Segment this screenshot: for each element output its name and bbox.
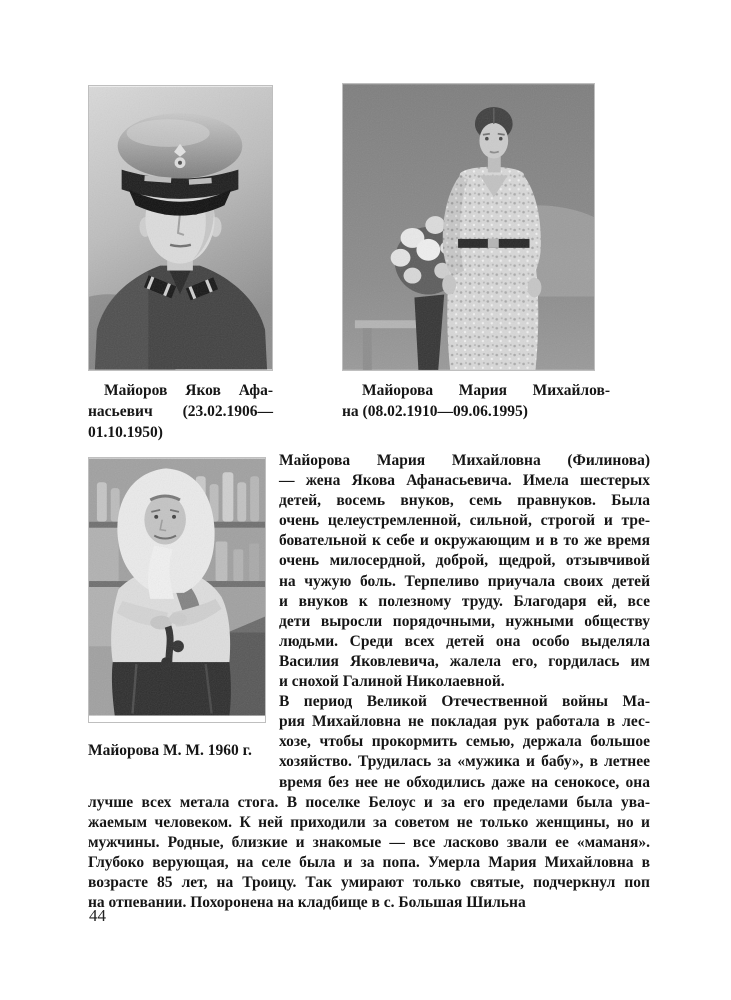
text-line: и снохой Галиной Николаевной. (279, 673, 505, 691)
text-line: лучше всех метала стога. В поселке Белоус и за его пределами была ува- (88, 793, 650, 811)
text-line: на чужую боль. Терпеливо приучала своих детей (279, 572, 650, 590)
text-line: хозяйство. Трудилась за «мужика и бабу», в летнее (279, 753, 650, 771)
text-line: насьевич (23.02.1906— (88, 403, 273, 420)
text-line: очень целеустремленной, сильной, строгой и тре- (279, 512, 650, 530)
text-line: Майорова Мария Михайлов- (362, 382, 610, 399)
text-line: на (08.02.1910—09.06.1995) (342, 403, 528, 420)
text-line: рия Михайловна не покладая рук работала в лес- (279, 713, 650, 731)
text-line: детей, восемь внуков, семь правнуков. Была (279, 492, 650, 510)
caption-yakov (88, 380, 273, 443)
text-line: и внуков к полезному труду. Благодаря ей, все (279, 592, 650, 610)
text-line: Глубоко верующая, на селе была и за попа. Умерла Мария Михайловна в (88, 853, 650, 871)
page-number: 44 (89, 906, 106, 925)
body-text (88, 451, 650, 913)
caption-maria (342, 380, 610, 422)
text-line: Майорова М. М. 1960 г. (88, 742, 252, 760)
text-line: возрасте 85 лет, на Троицу. Так умирают только святые, подчеркнул поп (88, 873, 650, 891)
figure-maria-1960 (88, 451, 279, 791)
figure-yakov (88, 85, 273, 443)
text-line: дети выросли порядочными, нужными обществу (279, 612, 650, 630)
figure-maria (342, 83, 610, 422)
text-line: — жена Якова Афанасьевича. Имела шестерых (279, 472, 650, 490)
text-line: Майорова Мария Михайловна (Филинова) (279, 452, 650, 469)
photo-yakov-portrait (88, 85, 273, 371)
text-line: бовательной к себе и окружающим и в то же время (279, 532, 650, 550)
text-line: людьми. Среди всех детей она особо выделяла (279, 632, 650, 650)
text-line: хозе, чтобы прокормить семью, держала большое (279, 733, 650, 751)
text-line: Василия Яковлевича, жалела его, гордилась им (279, 652, 650, 670)
text-line: жаемым человеком. К ней приходили за советом не только женщины, но и (88, 813, 650, 831)
text-line: очень милосердной, доброй, щедрой, отзывчивой (279, 552, 650, 570)
text-line: время без нее не обходились даже на сенокосе, она (279, 773, 650, 791)
text-line: Майоров Яков Афа- (104, 382, 273, 399)
photo-maria-standing (342, 83, 595, 371)
photo-maria-1960 (88, 457, 266, 723)
text-line: мужчины. Родные, близкие и знакомые — все ласково звали ее «маманя». (88, 833, 650, 851)
text-line: 01.10.1950) (88, 424, 163, 441)
caption-maria-1960 (88, 740, 273, 761)
text-line: В период Великой Отечественной войны Ма- (279, 693, 650, 711)
text-line: на отпевании. Похоронена на кладбище в с. Большая Шильна (88, 894, 526, 912)
